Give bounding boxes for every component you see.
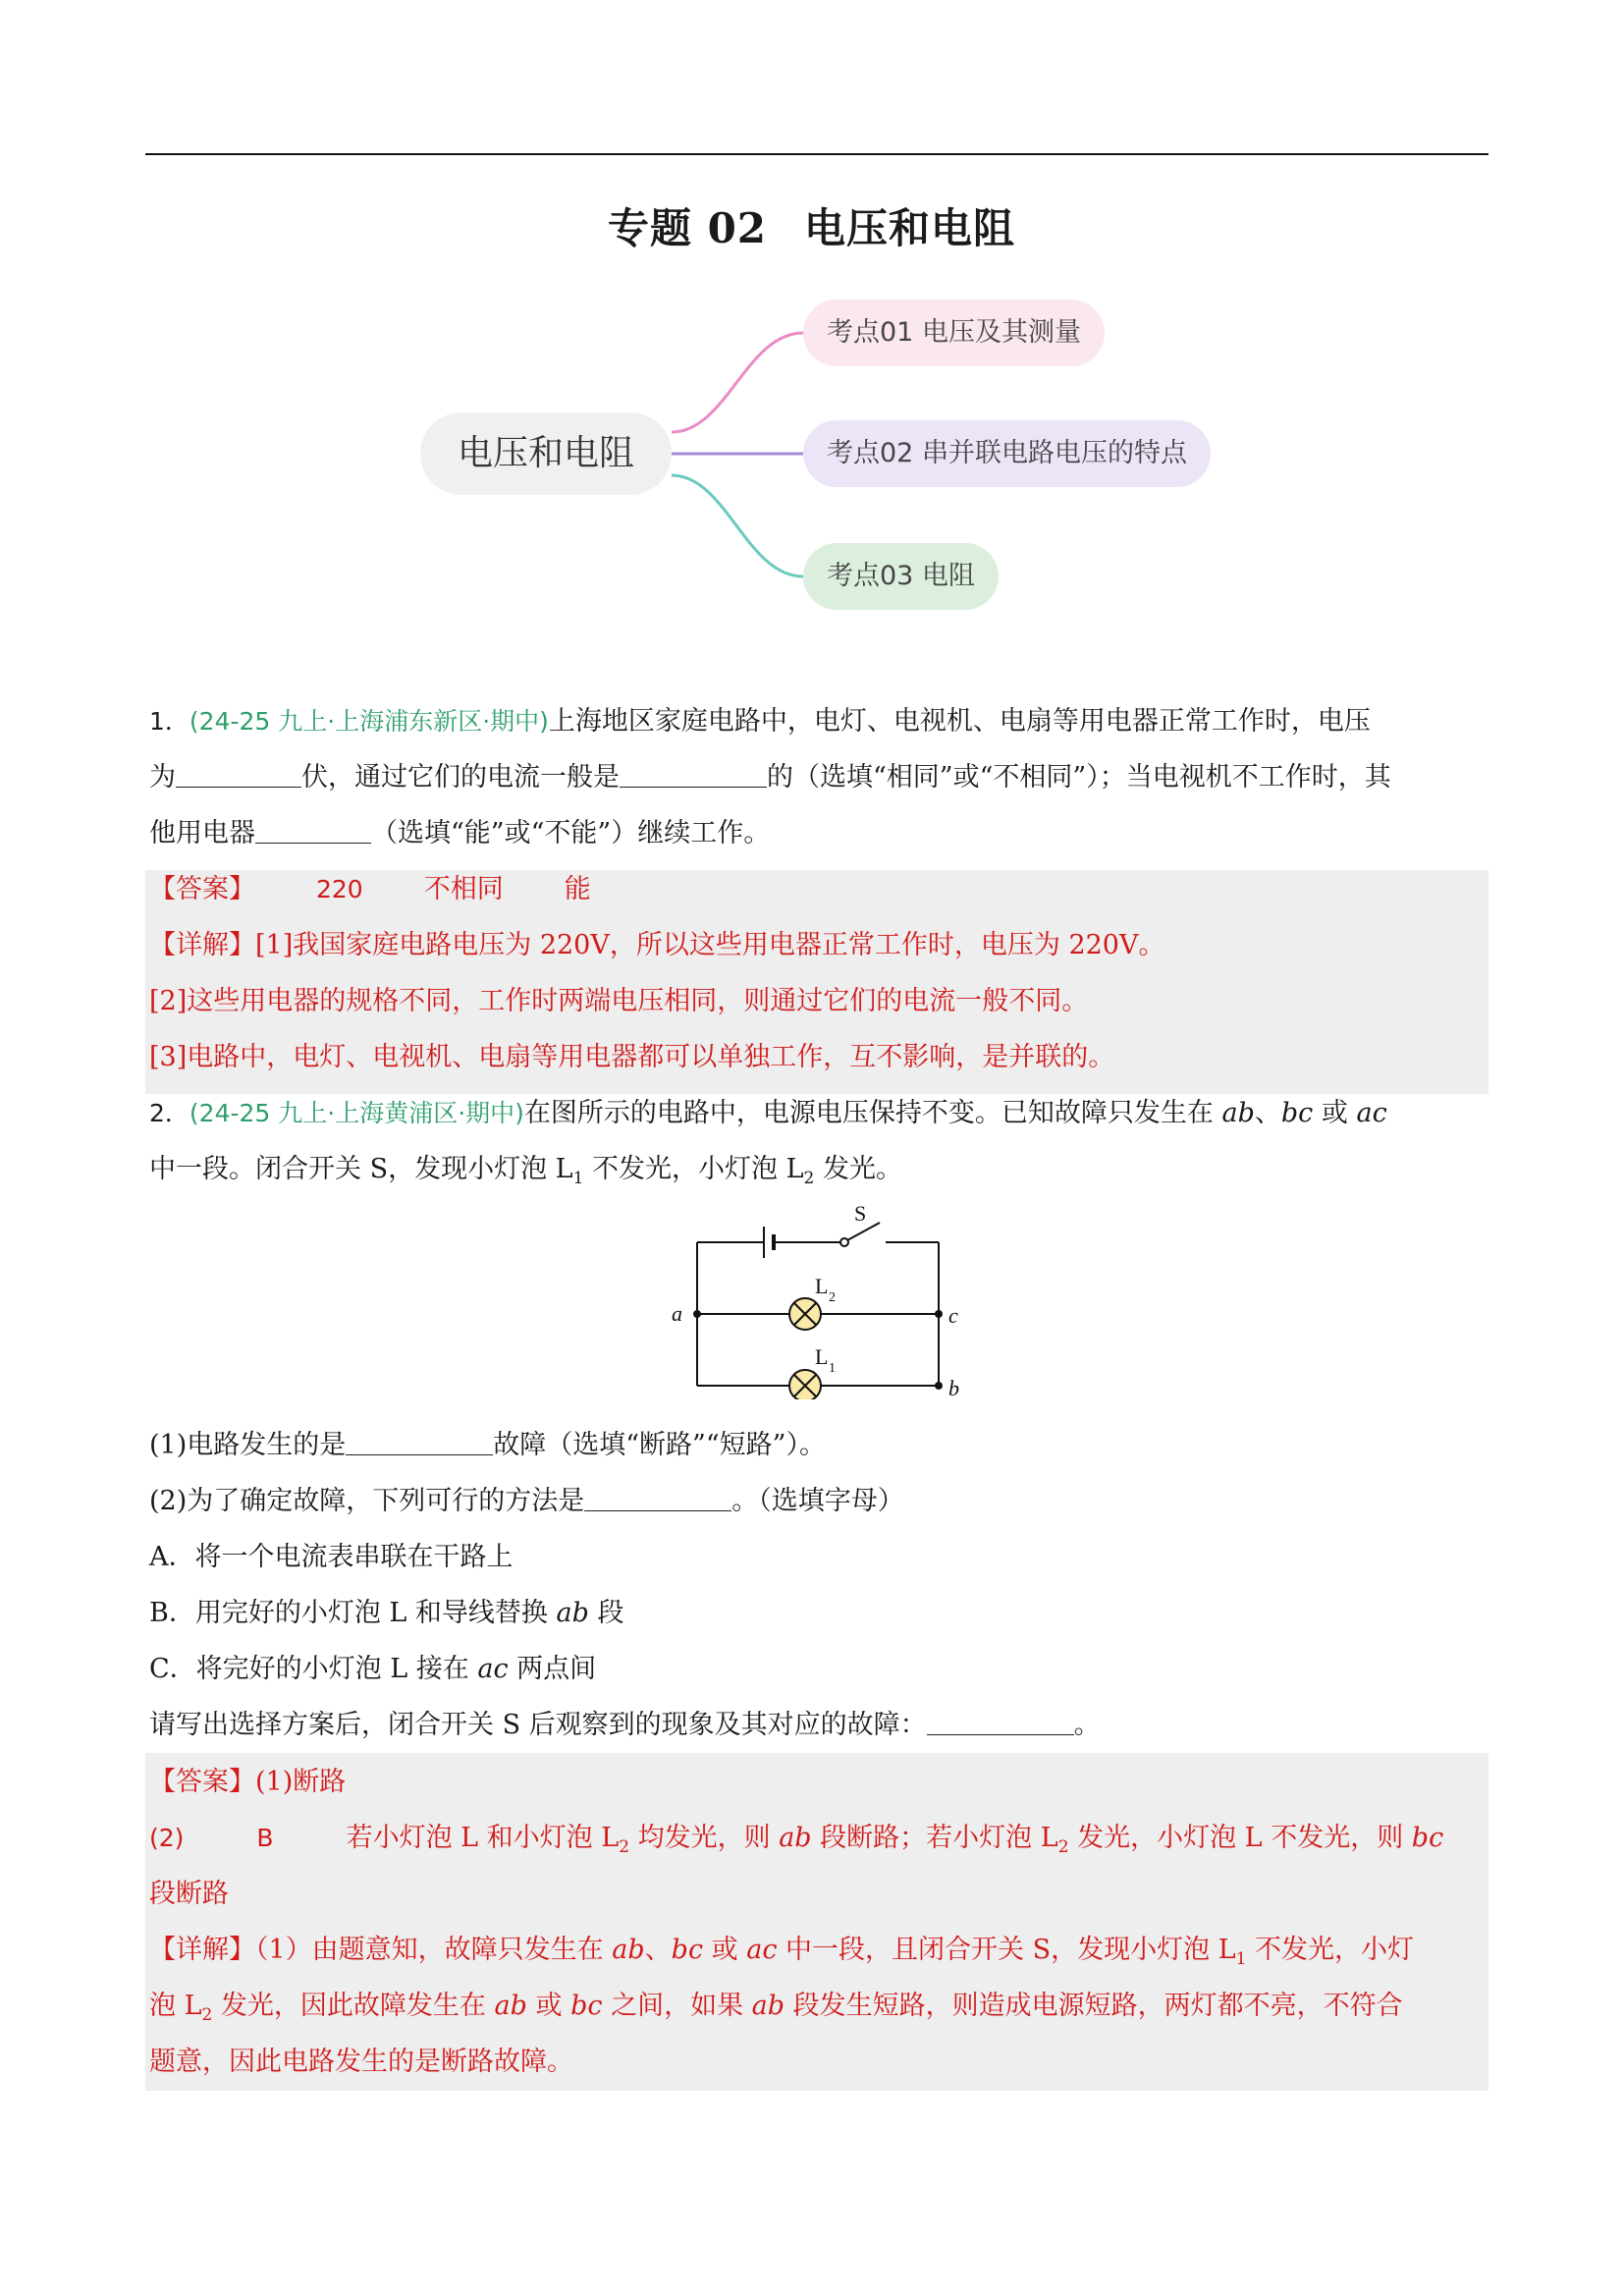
mindmap-node-1: 考点01 电压及其测量 xyxy=(803,300,1105,366)
q2-text: 均发光，则 xyxy=(629,1823,780,1853)
q1-blank-1[interactable] xyxy=(176,753,301,788)
circuit-diagram xyxy=(658,1203,972,1399)
q1-text: （选填“能”或“不能”）继续工作。 xyxy=(371,818,771,848)
label-l1-sub: 1 xyxy=(829,1361,836,1376)
q2-text: ab xyxy=(494,1991,527,2021)
connector-3 xyxy=(672,475,803,576)
node-c xyxy=(935,1310,943,1318)
label-a: a xyxy=(672,1301,682,1326)
label-c: c xyxy=(948,1303,958,1328)
q2-text: B xyxy=(256,1824,274,1852)
q1-line1: 上海地区家庭电路中，电灯、电视机、电扇等用电器正常工作时，电压 xyxy=(548,706,1371,737)
q1-number: 1． xyxy=(149,707,189,736)
label-s: S xyxy=(854,1203,867,1226)
q2-text: 段 xyxy=(588,1598,624,1628)
q1-answer-1: 220 xyxy=(316,875,363,903)
q2-text: 发光，小灯泡 L 不发光，则 xyxy=(1068,1823,1412,1853)
q2-text: 发光。 xyxy=(814,1154,902,1184)
mindmap-node-3: 考点03 电阻 xyxy=(803,543,999,610)
question-2-parts xyxy=(149,1417,1487,1753)
q2-text: bc xyxy=(671,1935,704,1965)
q2-text: ab xyxy=(556,1598,589,1628)
q2-blank-2[interactable] xyxy=(584,1477,731,1511)
q1-answer xyxy=(149,861,1487,1085)
q1-text: 为 xyxy=(149,762,176,793)
q2-text: 。 xyxy=(1073,1710,1101,1740)
q2-text: (2) xyxy=(149,1824,185,1852)
q2-text: ab xyxy=(779,1823,812,1853)
q2-text: 泡 L xyxy=(149,1991,202,2021)
label-l2: L xyxy=(815,1274,829,1298)
mindmap-center: 电压和电阻 xyxy=(420,412,672,495)
q2-text: 在图所示的电路中，电源电压保持不变。已知故障只发生在 xyxy=(523,1098,1222,1128)
q2-answer-label: 【答案】 xyxy=(149,1767,255,1797)
q2-text: bc xyxy=(1411,1823,1444,1853)
q2-number: 2． xyxy=(149,1099,189,1127)
q2-text: 段断路；若小灯泡 L xyxy=(811,1823,1058,1853)
q1-answer-label: 【答案】 xyxy=(149,874,255,904)
q2-text: 或 xyxy=(1313,1098,1357,1128)
q2-answer-1: (1)断路 xyxy=(255,1767,347,1797)
option-a: A．将一个电流表串联在干路上 xyxy=(149,1542,514,1572)
q2-blank-3[interactable] xyxy=(927,1701,1074,1735)
node-b xyxy=(935,1382,943,1390)
lamp-l1 xyxy=(789,1370,821,1399)
q2-text: 段断路 xyxy=(149,1879,229,1909)
label-l2-sub: 2 xyxy=(829,1290,836,1305)
q1-blank-3[interactable] xyxy=(255,809,371,844)
q2-text: (2)为了确定故障，下列可行的方法是 xyxy=(149,1486,585,1516)
q2-text: ab xyxy=(612,1935,645,1965)
q2-text: 2 xyxy=(619,1837,630,1857)
q2-text: 2 xyxy=(201,2005,213,2025)
q2-detail-label: 【详解】 xyxy=(149,1935,255,1965)
mindmap-node-2: 考点02 串并联电路电压的特点 xyxy=(803,420,1211,487)
q1-text: 的（选填“相同”或“不相同”）；当电视机不工作时，其 xyxy=(767,762,1391,793)
q1-detail-3: [3]电路中，电灯、电视机、电扇等用电器都可以单独工作，互不影响，是并联的。 xyxy=(149,1042,1115,1072)
q2-blank-1[interactable] xyxy=(346,1421,493,1455)
q1-answer-3: 能 xyxy=(564,874,591,904)
q2-text: ac xyxy=(477,1654,509,1684)
q2-text: ac xyxy=(1356,1098,1387,1128)
q2-text: 请写出选择方案后，闭合开关 S 后观察到的现象及其对应的故障： xyxy=(149,1710,927,1740)
q1-text: 他用电器 xyxy=(149,818,255,848)
q2-text: 不发光，小灯泡 L xyxy=(583,1154,804,1184)
q2-source: (24-25 九上·上海黄浦区·期中) xyxy=(189,1099,524,1127)
q2-text: 不发光，小灯 xyxy=(1246,1935,1415,1965)
q2-text: 两点间 xyxy=(508,1654,597,1684)
question-2 xyxy=(149,1085,1487,1197)
node-a xyxy=(693,1310,701,1318)
label-l1: L xyxy=(815,1344,829,1369)
q2-text: ab xyxy=(751,1991,785,2021)
q2-text: ac xyxy=(746,1935,778,1965)
q2-text: 或 xyxy=(703,1935,747,1965)
q1-text: 伏，通过它们的电流一般是 xyxy=(301,762,620,793)
q2-text: 。（选填字母） xyxy=(731,1486,904,1516)
q2-text: 2 xyxy=(1057,1837,1069,1857)
q2-answer xyxy=(149,1754,1487,2090)
title-topic: 专题 02 xyxy=(607,204,768,252)
q2-text: 之间，如果 xyxy=(602,1991,752,2021)
q2-text: 、 xyxy=(644,1935,672,1965)
title-name: 电压和电阻 xyxy=(804,204,1016,252)
q1-blank-2[interactable] xyxy=(620,753,767,788)
q1-detail-2: [2]这些用电器的规格不同，工作时两端电压相同，则通过它们的电流一般不同。 xyxy=(149,986,1089,1016)
q2-text: 2 xyxy=(803,1169,815,1188)
q2-text: 若小灯泡 L 和小灯泡 L xyxy=(346,1823,620,1853)
q2-text: 故障（选填“断路”“短路”）。 xyxy=(493,1430,826,1460)
q2-text: 发光，因此故障发生在 xyxy=(212,1991,495,2021)
option-c: C．将完好的小灯泡 L 接在 xyxy=(149,1654,478,1684)
q1-answer-2: 不相同 xyxy=(423,874,504,904)
connector-1 xyxy=(672,333,803,432)
q1-detail-1: [1]我国家庭电路电压为 220V，所以这些用电器正常工作时，电压为 220V。 xyxy=(255,930,1165,960)
q2-text: 1 xyxy=(572,1169,584,1188)
q2-text: 段发生短路，则造成电源短路，两灯都不亮，不符合 xyxy=(784,1991,1403,2021)
q2-detail-3: 题意，因此电路发生的是断路故障。 xyxy=(149,2047,573,2077)
q1-source: (24-25 九上·上海浦东新区·期中) xyxy=(189,707,549,736)
q2-text: 中一段。闭合开关 S，发现小灯泡 L xyxy=(149,1154,573,1184)
q2-text: ab xyxy=(1221,1098,1255,1128)
q2-text: 中一段，且闭合开关 S，发现小灯泡 L xyxy=(777,1935,1236,1965)
lamp-l2 xyxy=(789,1298,821,1330)
option-b: B．用完好的小灯泡 L 和导线替换 xyxy=(149,1598,557,1628)
q2-text: 或 xyxy=(526,1991,571,2021)
q2-text: (1)电路发生的是 xyxy=(149,1430,347,1460)
q2-text: （1）由题意知，故障只发生在 xyxy=(255,1935,613,1965)
label-b: b xyxy=(948,1376,959,1399)
q2-text: 、 xyxy=(1254,1098,1281,1128)
q1-detail-label: 【详解】 xyxy=(149,930,255,960)
q2-text: bc xyxy=(1280,1098,1314,1128)
q2-text: bc xyxy=(570,1991,603,2021)
q2-text: 1 xyxy=(1235,1949,1247,1969)
question-1 xyxy=(149,693,1487,861)
